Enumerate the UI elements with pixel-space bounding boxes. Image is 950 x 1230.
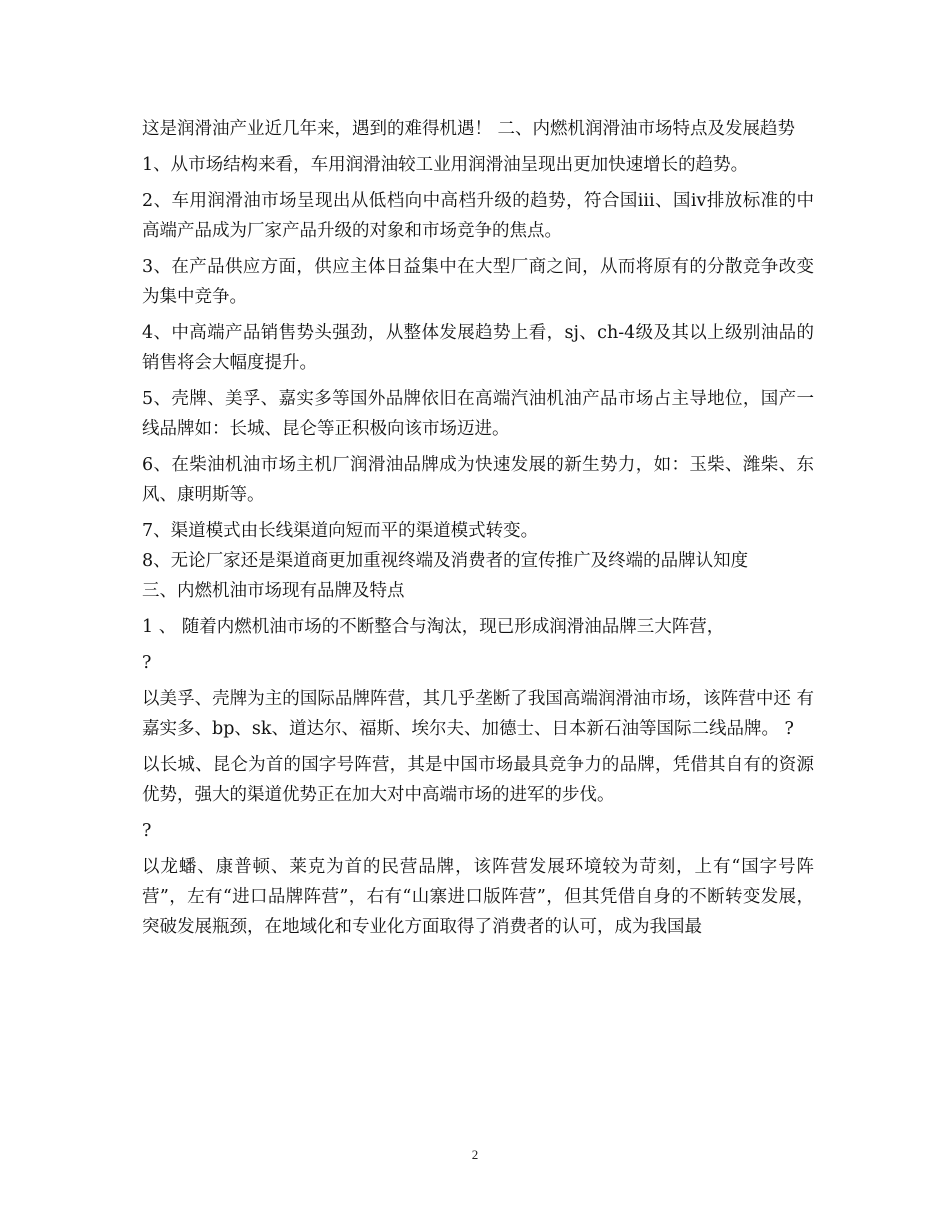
paragraph-point-6: 6、在柴油机油市场主机厂润滑油品牌成为快速发展的新生势力，如：玉柴、潍柴、东风、康明斯等。 <box>142 455 814 505</box>
page-number: 2 <box>471 1147 479 1162</box>
bullet-marker: ? <box>142 821 152 841</box>
section-heading-3: 三、内燃机油市场现有品牌及特点 <box>142 581 405 601</box>
paragraph-national-camp: 以长城、昆仑为首的国字号阵营，其是中国市场最具竞争力的品牌，凭借其自有的资源优势，强大的渠道优势正在加大对中高端市场的进军的步伐。 <box>142 755 814 805</box>
document-body <box>142 114 814 942</box>
paragraph-point-4: 4、中高端产品销售势头强劲，从整体发展趋势上看，sj、ch-4级及其以上级别油品的销售将会大幅度提升。 <box>142 323 814 373</box>
paragraph-point-2: 2、车用润滑油市场呈现出从低档向中高档升级的趋势，符合国iii、国iv排放标准的中高端产品成为厂家产品升级的对象和市场竞争的焦点。 <box>142 191 814 241</box>
paragraph-private-camp: 以龙蟠、康普顿、莱克为首的民营品牌，该阵营发展环境较为苛刻，上有“国字号阵营”，左有“进口品牌阵营”，右有“山寨进口版阵营”，但其凭借自身的不断转变发展，突破发展瓶颈，在地域化和专业化方面取得了消费者的认可，成为我国最 <box>142 857 814 937</box>
bullet-marker: ? <box>142 653 152 673</box>
paragraph-point-8: 8、无论厂家还是渠道商更加重视终端及消费者的宣传推广及终端的品牌认知度 <box>142 551 749 571</box>
paragraph-camps-intro: 1 、 随着内燃机油市场的不断整合与淘汰，现已形成润滑油品牌三大阵营， <box>142 617 725 637</box>
paragraph-point-5: 5、壳牌、美孚、嘉实多等国外品牌依旧在高端汽油机油产品市场占主导地位，国产一线品牌如：长城、昆仑等正积极向该市场迈进。 <box>142 389 814 439</box>
paragraph-point-1: 1、从市场结构来看，车用润滑油较工业用润滑油呈现出更加快速增长的趋势。 <box>142 155 749 175</box>
paragraph-point-7: 7、渠道模式由长线渠道向短而平的渠道模式转变。 <box>142 521 539 541</box>
paragraph-point-3: 3、在产品供应方面，供应主体日益集中在大型厂商之间，从而将原有的分散竞争改变为集中竞争。 <box>142 257 814 307</box>
paragraph-intro: 这是润滑油产业近几年来，遇到的难得机遇！ 二、内燃机润滑油市场特点及发展趋势 <box>142 119 796 139</box>
paragraph-international-camp: 以美孚、壳牌为主的国际品牌阵营，其几乎垄断了我国高端润滑油市场，该阵营中还 有嘉实多、bp、sk、道达尔、福斯、埃尔夫、加德士、日本新石油等国际二线品牌。 ? <box>142 689 814 739</box>
